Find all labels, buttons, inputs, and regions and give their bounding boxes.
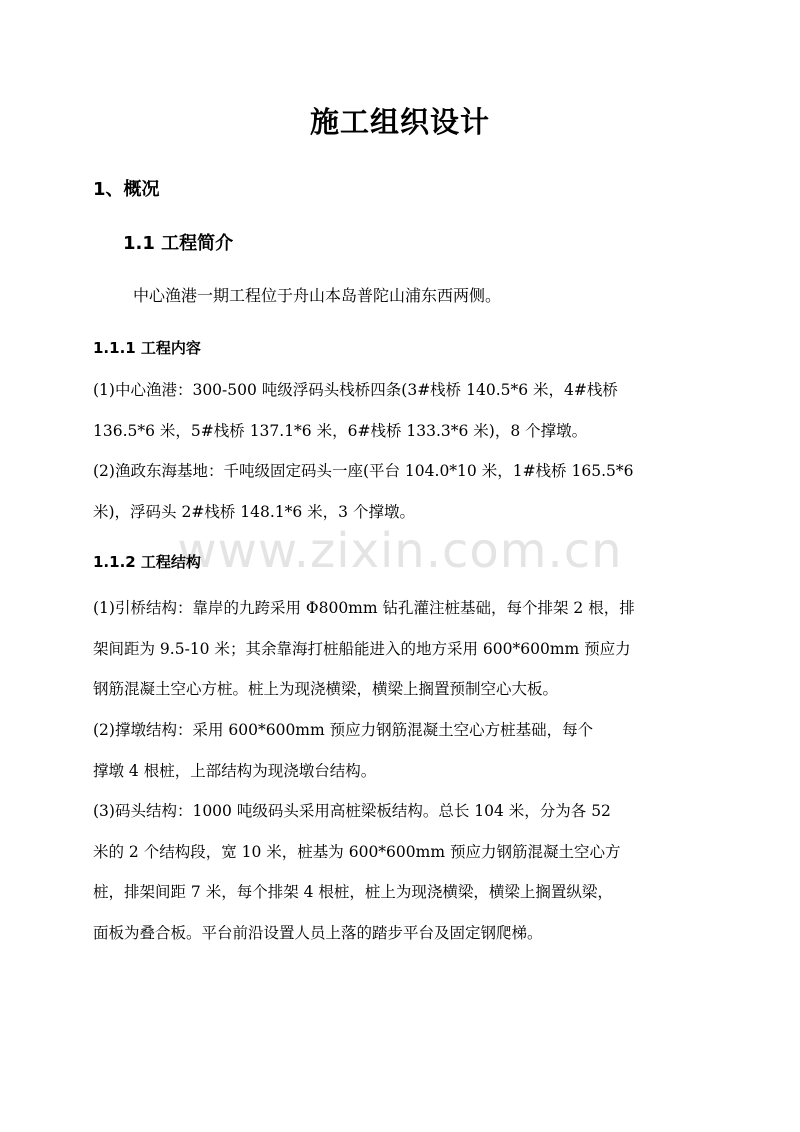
paragraph-line: (1)中心渔港：300-500 吨级浮码头栈桥四条(3#栈桥 140.5*6 米，4#栈桥 [93,381,618,399]
paragraph-line: (1)引桥结构：靠岸的九跨采用 Φ800mm 钻孔灌注桩基础，每个排架 2 根，排 [93,599,635,617]
content-paragraph-2 [93,451,713,532]
section-heading-1-1-2: 1.1.2 工程结构 [93,553,201,571]
paragraph-line: (2)撑墩结构：采用 600*600mm 预应力钢筋混凝土空心方桩基础，每个 [93,721,594,739]
paragraph-line: (3)码头结构：1000 吨级码头采用高桩梁板结构。总长 104 米，分为各 52 [93,802,611,820]
page-title: 施工组织设计 [309,105,490,139]
paragraph-line: 面板为叠合板。平台前沿设置人员上落的踏步平台及固定钢爬梯。 [93,923,543,942]
structure-paragraph-1 [93,588,713,710]
section-heading-1-1-1: 1.1.1 工程内容 [93,339,201,357]
intro-paragraph: 中心渔港一期工程位于舟山本岛普陀山浦东西两侧。 [133,286,502,305]
watermark: www.zixin.com.cn [177,523,623,579]
content-paragraph-1 [93,370,713,451]
paragraph-line: 架间距为 9.5-10 米；其余靠海打桩船能进入的地方采用 600*600mm 预应力 [93,639,631,658]
paragraph-line: (2)渔政东海基地：千吨级固定码头一座(平台 104.0*10 米，1#栈桥 165.5*6 [93,462,634,480]
structure-paragraph-3 [93,791,713,953]
paragraph-line: 米)，浮码头 2#栈桥 148.1*6 米，3 个撑墩。 [93,502,415,521]
section-heading-1: 1、概况 [93,179,160,200]
structure-paragraph-2 [93,710,713,791]
paragraph-line: 钢筋混凝土空心方桩。桩上为现浇横梁，横梁上搁置预制空心大板。 [93,680,559,698]
paragraph-line: 米的 2 个结构段，宽 10 米，桩基为 600*600mm 预应力钢筋混凝土空心方 [93,842,621,861]
section-heading-1-1: 1.1 工程简介 [123,233,234,254]
paragraph-line: 136.5*6 米，5#栈桥 137.1*6 米，6#栈桥 133.3*6 米)，8 个撑墩。 [93,421,588,440]
paragraph-line: 桩，排架间距 7 米，每个排架 4 根桩，桩上为现浇横梁，横梁上搁置纵梁， [93,883,613,901]
paragraph-line: 撑墩 4 根桩，上部结构为现浇墩台结构。 [93,761,377,780]
